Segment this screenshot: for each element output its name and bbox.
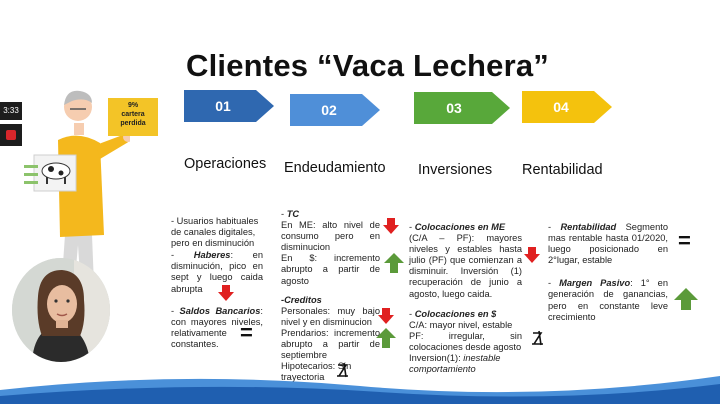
red-down-arrow-icon (378, 308, 394, 324)
margen-item: - Margen Pasivo: 1° en generación de ganancias, pero en constante leve crecimiento (548, 278, 668, 322)
rentabilidad-item: - Rentabilidad Segmento mas rentable hasta 01/2020, luego posicionado en 2°lugar, estable (548, 222, 668, 266)
green-up-arrow-icon (376, 328, 396, 348)
red-down-arrow-icon (383, 218, 399, 234)
colocaciones-pesos-heading: - Colocaciones en $ (409, 308, 497, 319)
colocaciones-me-heading: - Colocaciones en ME (409, 222, 506, 232)
column-title-rentabilidad: Rentabilidad (522, 162, 603, 178)
step-number: 01 (215, 98, 231, 114)
step-badge-04 (522, 91, 612, 128)
creditos-label: -Creditos (281, 294, 322, 305)
equal-sign-icon: = (678, 228, 691, 253)
saldos-label: Saldos Bancarios (179, 306, 261, 316)
haberes-item: - Haberes: en disminución, pico en sept y luego caida abrupta (171, 250, 263, 294)
usuarios-item: - Usuarios habituales de canales digitales, pero en disminución (171, 216, 259, 249)
step-badge-03 (414, 92, 510, 129)
haberes-label: Haberes (193, 250, 231, 261)
stop-icon (6, 130, 16, 140)
ca-text: C/A: mayor nivel, estable (409, 319, 513, 330)
stop-recording-button[interactable] (0, 124, 22, 146)
step-number: 02 (321, 102, 337, 118)
step-badge-01 (184, 90, 274, 127)
column-title-operaciones: Operaciones (184, 156, 267, 172)
inversion-prefix: Inversion(1): (409, 353, 464, 364)
colocaciones-me-label: Colocaciones en ME (414, 222, 506, 232)
endeudamiento-content (281, 209, 380, 383)
irregular-trend-icon (531, 330, 545, 346)
callout-line3: perdida (120, 120, 146, 127)
saldos-text: : con mayores niveles, relativamente constantes. (171, 306, 263, 350)
rentabilidad-text: Segmento mas rentable hasta 01/2020, luego posicionado en 2°lugar, estable (548, 222, 668, 266)
saldos-item: - Saldos Bancarios: con mayores niveles, relativamente constantes. (171, 306, 263, 350)
margen-label: Margen Pasivo (559, 278, 631, 289)
webcam-person-image (12, 258, 110, 362)
rentabilidad-content (548, 222, 668, 323)
tc-pesos: En $: incremento abrupto a partir de agosto (281, 253, 380, 286)
margen-text: : 1° en generación de ganancias, pero en constante leve crecimiento (548, 278, 668, 322)
green-up-arrow-icon (384, 253, 404, 273)
red-down-arrow-icon (524, 247, 540, 263)
slide-title: Clientes “Vaca Lechera” (186, 48, 550, 83)
colocaciones-me-text: (C/A – PF): mayores niveles y estables hasta julio (PF) que comienzan a disminuir. Inversión (1) recuperación de junio a agosto, luego caida. (409, 233, 522, 299)
callout-line1: 9% (127, 102, 139, 109)
operaciones-content (171, 216, 263, 295)
tc-heading: - TC (281, 209, 300, 219)
step-badge-02 (290, 94, 380, 131)
bottom-wave-decoration (0, 370, 720, 404)
equal-sign-icon: = (240, 320, 253, 345)
inversiones-content (409, 222, 522, 375)
haberes-text: : en disminución, pico en sept y luego caida abrupta (171, 250, 263, 294)
inversion-italic: inestable comportamiento (409, 353, 501, 375)
hipotecarios: Hipotecarios: Sin trayectoria (281, 361, 352, 383)
column-title-endeudamiento: Endeudamiento (284, 160, 386, 176)
colocaciones-pesos-label: Colocaciones en $ (414, 308, 497, 319)
red-down-arrow-icon (218, 285, 234, 301)
callout-lost-portfolio (108, 98, 158, 136)
green-up-arrow-icon (674, 288, 698, 310)
presenter-webcam (12, 258, 110, 362)
column-title-inversiones: Inversiones (418, 162, 493, 178)
personales: Personales: muy bajo nivel y en disminucion (281, 305, 380, 327)
callout-line2: cartera (121, 111, 145, 118)
tc-label: TC (286, 209, 300, 219)
creditos-heading (281, 295, 380, 306)
recording-timer: 3:33 (0, 102, 22, 120)
rentabilidad-label: Rentabilidad (560, 222, 617, 232)
pf-text: PF: irregular, sin colocaciones desde agosto (409, 330, 522, 352)
step-number: 04 (553, 99, 569, 115)
prendarios: Prendarios: incremento abrupto a partir de septiembre (281, 327, 380, 361)
tc-me: En ME: alto nivel de consumo pero en disminucion (281, 220, 380, 253)
step-number: 03 (446, 100, 462, 116)
